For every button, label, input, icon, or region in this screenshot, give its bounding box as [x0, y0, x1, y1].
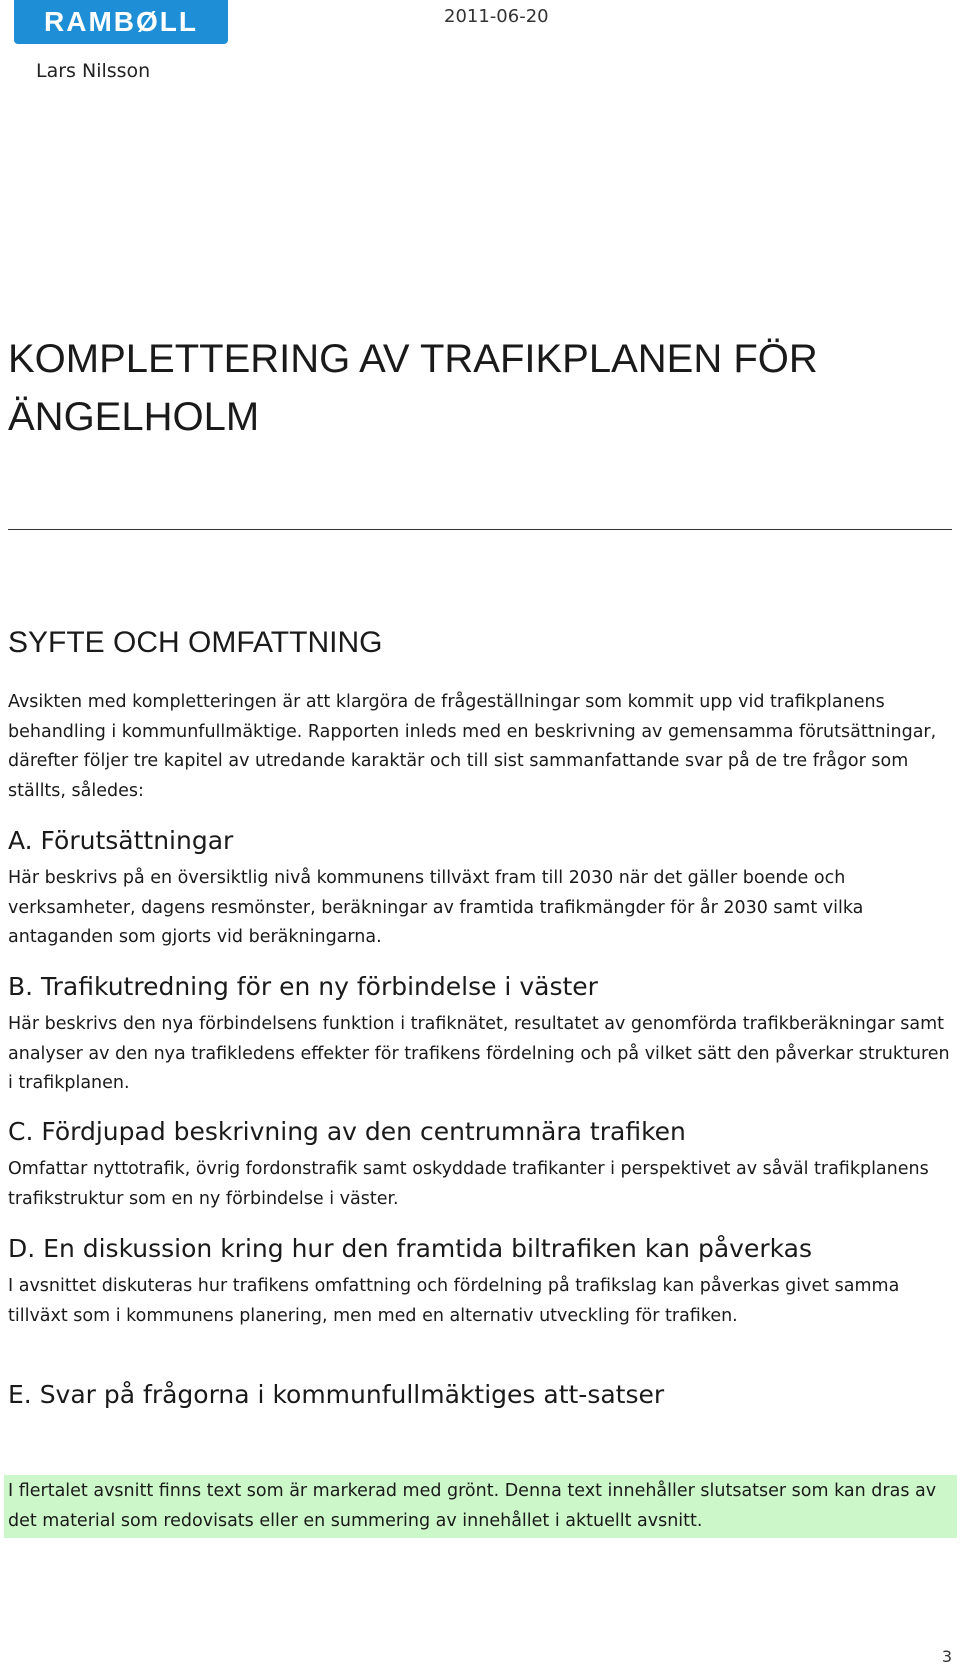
subsection-a-heading: A. Förutsättningar	[8, 826, 234, 855]
logo-text: RAMBØLL	[44, 6, 198, 37]
subsection-a-text: Här beskrivs på en översiktlig nivå kommunens tillväxt fram till 2030 när det gäller boende och verksamheter, dagens resmönster, beräkningar av framtida trafikmängder för år 2030 samt vilka antaganden som gjorts vid beräkningarna.	[8, 868, 864, 947]
document-author: Lars Nilsson	[36, 60, 151, 82]
document-date: 2011-06-20	[444, 6, 549, 27]
page-number: 3	[941, 1647, 952, 1666]
title-line-2: ÄNGELHOLM	[8, 395, 260, 439]
subsection-d-text: I avsnittet diskuteras hur trafikens omfattning och fördelning på trafikslag kan påverkas givet samma tillväxt som i kommunens planering, men med en alternativ utveckling för trafiken.	[8, 1276, 900, 1326]
title-divider	[8, 529, 952, 530]
subsection-c-text: Omfattar nyttotrafik, övrig fordonstrafik samt oskyddade trafikanter i perspektivet av såväl trafikplanens trafikstruktur som en ny förbindelse i väster.	[8, 1159, 929, 1209]
intro-paragraph: Avsikten med kompletteringen är att klargöra de frågeställningar som kommit upp vid trafikplanens behandling i kommunfullmäktige. Rapporten inleds med en beskrivning av gemensamma förutsättningar, därefter följer tre kapitel av utredande karaktär och till sist sammanfattande svar på de tre frågor som ställts, således:	[8, 692, 937, 801]
title-line-1: KOMPLETTERING AV TRAFIKPLANEN FÖR	[8, 337, 818, 381]
section-title: SYFTE OCH OMFATTNING	[8, 626, 383, 659]
subsection-b-heading: B. Trafikutredning för en ny förbindelse i väster	[8, 972, 598, 1001]
subsection-d-heading: D. En diskussion kring hur den framtida biltrafiken kan påverkas	[8, 1234, 813, 1263]
green-highlight-note: I flertalet avsnitt finns text som är markerad med grönt. Denna text innehåller slutsatser som kan dras av det material som redovisats eller en summering av innehållet i aktuellt avsnitt.	[4, 1475, 957, 1538]
ramboll-logo	[14, 0, 228, 44]
subsection-c-heading: C. Fördjupad beskrivning av den centrumnära trafiken	[8, 1117, 686, 1146]
subsection-e-heading: E. Svar på frågorna i kommunfullmäktiges att-satser	[8, 1380, 665, 1409]
subsection-b-text: Här beskrivs den nya förbindelsens funktion i trafiknätet, resultatet av genomförda trafikberäkningar samt analyser av den nya trafikledens effekter för trafikens fördelning och på vilket sätt den påverkar strukturen i trafikplanen.	[8, 1014, 950, 1093]
document-title	[8, 330, 908, 446]
